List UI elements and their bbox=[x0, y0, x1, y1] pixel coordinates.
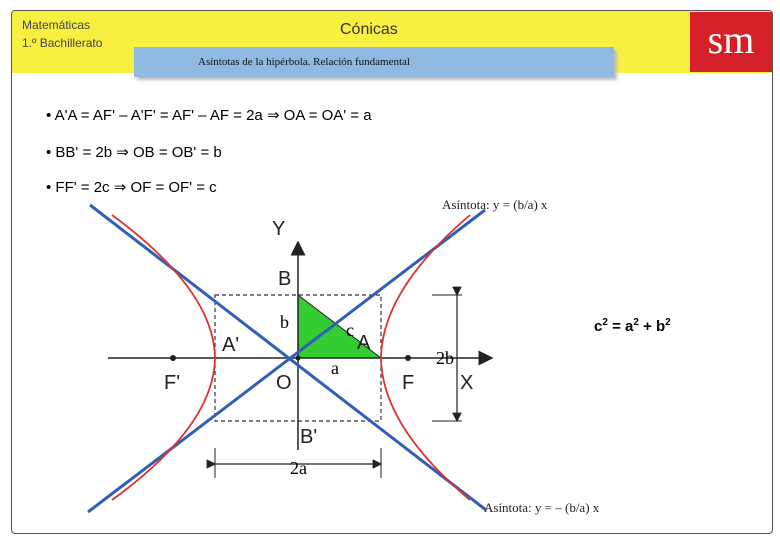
focus-right-point bbox=[405, 355, 411, 361]
relation-a-exp: 2 bbox=[633, 317, 639, 328]
asymptote-positive-line bbox=[88, 210, 485, 512]
asymptote-positive-label: Asíntota: y = (b/a) x bbox=[442, 197, 548, 212]
dimension-2a-label: 2a bbox=[290, 458, 307, 478]
origin-point bbox=[296, 356, 301, 361]
bullet-b: • BB' = 2b ⇒ OB = OB' = b bbox=[46, 144, 222, 161]
point-a-prime-label: A' bbox=[222, 334, 240, 356]
relation-eq-a: = a bbox=[607, 318, 634, 335]
course-subject: Matemáticas bbox=[22, 18, 91, 32]
relation-b-exp: 2 bbox=[665, 317, 671, 328]
point-b-label: B bbox=[278, 268, 292, 290]
point-a-label: A bbox=[357, 332, 371, 354]
subtitle: Asíntotas de la hipérbola. Relación fundamental bbox=[198, 56, 410, 68]
focus-left-point bbox=[170, 355, 176, 361]
asymptote-negative-label: Asíntota: y = – (b/a) x bbox=[484, 500, 600, 515]
segment-a-label: a bbox=[331, 358, 339, 378]
relation-plus-b: + b bbox=[638, 318, 666, 335]
x-axis-label: X bbox=[460, 372, 474, 394]
fundamental-relation bbox=[594, 317, 671, 335]
segment-c-label: c bbox=[346, 320, 354, 340]
relation-c-exp: 2 bbox=[602, 317, 608, 328]
segment-b-label: b bbox=[280, 312, 289, 332]
bullet-c: • FF' = 2c ⇒ OF = OF' = c bbox=[46, 179, 217, 196]
bullet-a: • A'A = AF' – A'F' = AF' – AF = 2a ⇒ OA = OA' = a bbox=[46, 107, 372, 124]
point-b-prime-label: B' bbox=[300, 426, 318, 448]
y-axis-label: Y bbox=[272, 218, 286, 240]
logo-text: sm bbox=[707, 17, 755, 62]
page-title: Cónicas bbox=[340, 21, 398, 38]
focus-f-prime-label: F' bbox=[164, 372, 181, 394]
dimension-2b-label: 2b bbox=[436, 348, 454, 368]
focus-f-label: F bbox=[402, 372, 415, 394]
origin-label: O bbox=[276, 372, 292, 394]
relation-c: c bbox=[594, 318, 603, 335]
course-level: 1.º Bachillerato bbox=[22, 36, 103, 50]
